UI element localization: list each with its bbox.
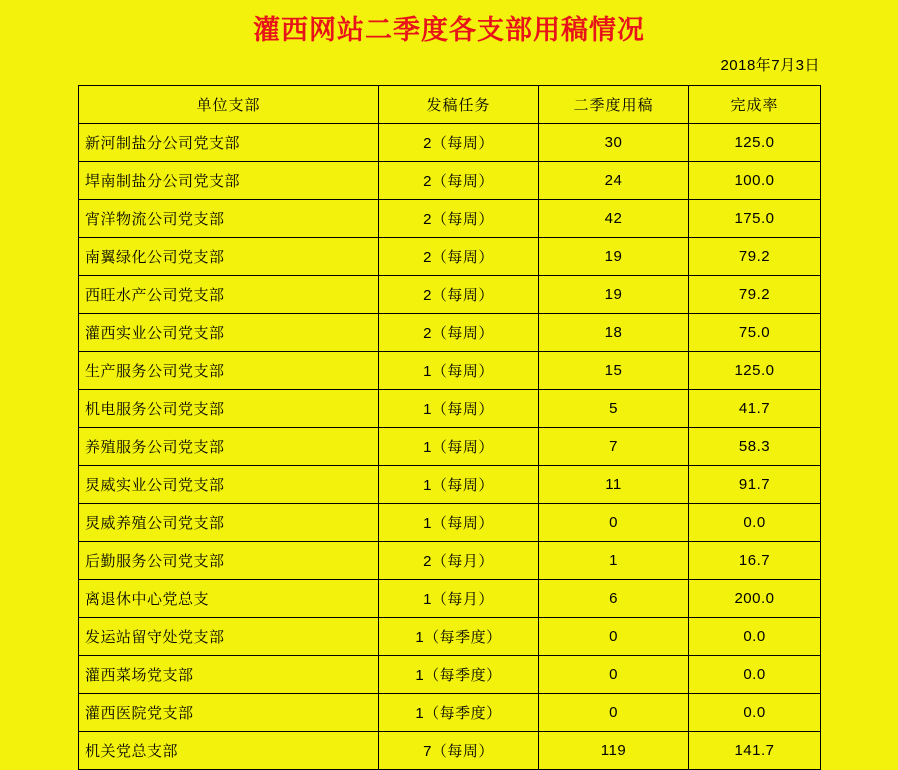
cell-task: 2（每周） (379, 200, 539, 238)
cell-rate: 16.7 (689, 542, 821, 580)
column-header-rate: 完成率 (689, 86, 821, 124)
cell-rate: 0.0 (689, 618, 821, 656)
cell-unit: 灌西医院党支部 (79, 694, 379, 732)
table-row (79, 732, 821, 770)
cell-task: 2（每周） (379, 276, 539, 314)
cell-task: 1（每周） (379, 390, 539, 428)
cell-rate: 200.0 (689, 580, 821, 618)
cell-used: 119 (539, 732, 689, 770)
table-row (79, 352, 821, 390)
cell-used: 0 (539, 504, 689, 542)
cell-task: 2（每月） (379, 542, 539, 580)
table-row (79, 200, 821, 238)
cell-task: 1（每周） (379, 504, 539, 542)
cell-used: 6 (539, 580, 689, 618)
table-row (79, 276, 821, 314)
cell-rate: 141.7 (689, 732, 821, 770)
cell-unit: 机电服务公司党支部 (79, 390, 379, 428)
cell-unit: 灌西实业公司党支部 (79, 314, 379, 352)
cell-used: 15 (539, 352, 689, 390)
cell-rate: 0.0 (689, 504, 821, 542)
table-row (79, 656, 821, 694)
column-header-unit: 单位支部 (79, 86, 379, 124)
table-row (79, 124, 821, 162)
cell-used: 5 (539, 390, 689, 428)
cell-unit: 新河制盐分公司党支部 (79, 124, 379, 162)
table-row (79, 580, 821, 618)
cell-task: 1（每季度） (379, 656, 539, 694)
cell-unit: 宵洋物流公司党支部 (79, 200, 379, 238)
cell-task: 1（每周） (379, 428, 539, 466)
cell-task: 1（每季度） (379, 618, 539, 656)
cell-rate: 0.0 (689, 656, 821, 694)
table-row (79, 466, 821, 504)
cell-unit: 垾南制盐分公司党支部 (79, 162, 379, 200)
cell-used: 19 (539, 238, 689, 276)
table-header (79, 86, 821, 124)
table-row (79, 618, 821, 656)
cell-used: 1 (539, 542, 689, 580)
cell-rate: 125.0 (689, 124, 821, 162)
table-row (79, 238, 821, 276)
cell-task: 1（每周） (379, 352, 539, 390)
cell-used: 0 (539, 694, 689, 732)
cell-used: 11 (539, 466, 689, 504)
cell-unit: 南翼绿化公司党支部 (79, 238, 379, 276)
cell-rate: 75.0 (689, 314, 821, 352)
cell-unit: 发运站留守处党支部 (79, 618, 379, 656)
cell-rate: 125.0 (689, 352, 821, 390)
cell-task: 2（每周） (379, 314, 539, 352)
cell-used: 18 (539, 314, 689, 352)
cell-rate: 91.7 (689, 466, 821, 504)
table-body (79, 124, 821, 770)
cell-used: 30 (539, 124, 689, 162)
column-header-used: 二季度用稿 (539, 86, 689, 124)
table-header-row (79, 86, 821, 124)
cell-used: 42 (539, 200, 689, 238)
cell-task: 1（每月） (379, 580, 539, 618)
cell-task: 7（每周） (379, 732, 539, 770)
cell-used: 19 (539, 276, 689, 314)
usage-report-table (78, 85, 821, 770)
cell-unit: 西旺水产公司党支部 (79, 276, 379, 314)
cell-task: 1（每周） (379, 466, 539, 504)
cell-unit: 后勤服务公司党支部 (79, 542, 379, 580)
cell-used: 24 (539, 162, 689, 200)
table-row (79, 390, 821, 428)
cell-rate: 79.2 (689, 238, 821, 276)
cell-rate: 100.0 (689, 162, 821, 200)
cell-used: 7 (539, 428, 689, 466)
cell-used: 0 (539, 656, 689, 694)
cell-unit: 离退休中心党总支 (79, 580, 379, 618)
cell-unit: 生产服务公司党支部 (79, 352, 379, 390)
cell-rate: 0.0 (689, 694, 821, 732)
cell-used: 0 (539, 618, 689, 656)
cell-unit: 机关党总支部 (79, 732, 379, 770)
cell-task: 2（每周） (379, 162, 539, 200)
table-row (79, 428, 821, 466)
column-header-task: 发稿任务 (379, 86, 539, 124)
table-row (79, 542, 821, 580)
cell-task: 1（每季度） (379, 694, 539, 732)
cell-unit: 炅威实业公司党支部 (79, 466, 379, 504)
table-row (79, 314, 821, 352)
table-row (79, 162, 821, 200)
table-container (0, 75, 898, 770)
cell-task: 2（每周） (379, 238, 539, 276)
cell-rate: 41.7 (689, 390, 821, 428)
table-row (79, 504, 821, 542)
cell-unit: 养殖服务公司党支部 (79, 428, 379, 466)
document-date: 2018年7月3日 (720, 57, 820, 75)
page-title: 灌西网站二季度各支部用稿情况 (253, 15, 645, 45)
cell-task: 2（每周） (379, 124, 539, 162)
cell-rate: 79.2 (689, 276, 821, 314)
table-row (79, 694, 821, 732)
cell-unit: 灌西菜场党支部 (79, 656, 379, 694)
cell-unit: 炅威养殖公司党支部 (79, 504, 379, 542)
cell-rate: 58.3 (689, 428, 821, 466)
cell-rate: 175.0 (689, 200, 821, 238)
